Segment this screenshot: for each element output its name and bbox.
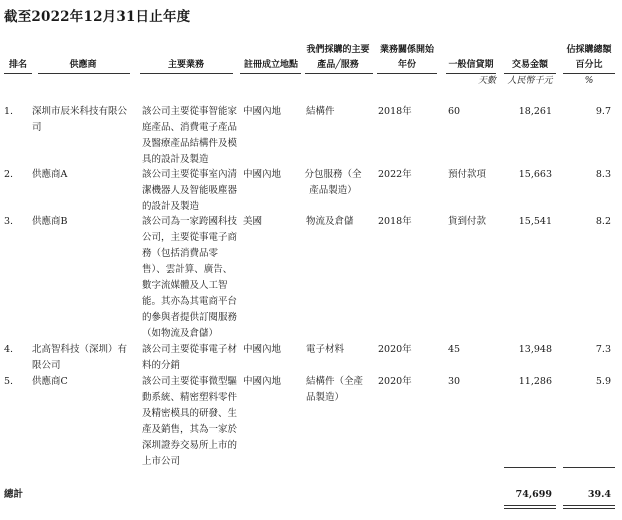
header-rule-start-year	[377, 73, 437, 74]
row-rank: 1.	[4, 106, 14, 117]
row-amount: 11,286	[518, 376, 552, 387]
header-amount: 交易金額	[511, 60, 548, 70]
row-start-year: 2018年	[378, 106, 412, 117]
row-supplier: 供應商A	[32, 169, 68, 180]
row-amount: 13,948	[518, 344, 552, 355]
row-business: 該公司主要從事室內清潔機器人及智能吸塵器的設計及製造	[142, 169, 238, 212]
row-products: 分包服務（全產品製造）	[304, 169, 362, 196]
row-supplier: 供應商C	[32, 376, 68, 387]
unit-credit-period: 天數	[477, 76, 496, 86]
row-credit-period: 45	[448, 344, 461, 355]
header-business: 主要業務	[167, 60, 204, 70]
unit-amount: 人民幣千元	[507, 76, 553, 86]
header-rule-rank	[4, 73, 32, 74]
row-rank: 5.	[4, 376, 14, 387]
row-amount: 15,541	[518, 216, 552, 227]
row-products: 電子材料	[306, 344, 345, 355]
row-credit-period: 60	[448, 106, 461, 117]
row-supplier: 供應商B	[32, 216, 68, 227]
row-location: 中國內地	[243, 169, 282, 180]
row-supplier: 深圳市辰米科技有限公司	[32, 106, 128, 133]
total-label: 總計	[4, 489, 24, 500]
header-rule-supplier	[38, 73, 130, 74]
row-credit-period: 預付款項	[448, 169, 487, 180]
unit-percentage: %	[584, 76, 594, 86]
row-business: 該公司為一家跨國科技公司，主要從事電子商務（包括消費品零售）、雲計算、廣告、數字流媒體及人工智能。其亦為其電商平台的參與者提供訂閱服務（如物流及倉儲）	[142, 216, 238, 339]
row-credit-period: 貨到付款	[448, 216, 487, 227]
header-supplier: 供應商	[69, 60, 97, 70]
header-rule-products	[305, 73, 373, 74]
row-location: 美國	[243, 216, 263, 227]
total-percentage: 39.4	[587, 489, 611, 500]
row-percentage: 7.3	[595, 344, 611, 355]
row-products: 結構件（全產品製造）	[306, 376, 364, 403]
row-start-year: 2020年	[378, 376, 412, 387]
total-bottom-rule-amount-2	[504, 508, 556, 509]
row-products: 物流及倉儲	[306, 216, 354, 227]
row-supplier: 北高智科技（深圳）有限公司	[32, 344, 128, 371]
row-rank: 2.	[4, 169, 14, 180]
row-percentage: 8.2	[595, 216, 611, 227]
row-rank: 4.	[4, 344, 14, 355]
header-rule-business	[140, 73, 233, 74]
header-percentage: 佔採購總額百分比	[566, 45, 612, 70]
table-title: 截至2022年12月31日止年度	[4, 9, 191, 25]
header-products: 我們採購的主要產品╱服務	[306, 45, 370, 70]
header-location: 註冊成立地點	[243, 60, 298, 70]
row-credit-period: 30	[448, 376, 461, 387]
header-rank: 排名	[8, 60, 27, 70]
row-location: 中國內地	[243, 376, 282, 387]
row-percentage: 5.9	[595, 376, 611, 387]
total-bottom-rule-percentage	[563, 505, 615, 506]
row-rank: 3.	[4, 216, 14, 227]
row-business: 該公司主要從事微型驅動系統、精密塑料零件及精密模具的研發、生產及銷售，其為一家於深圳證券交易所上市的上市公司	[142, 376, 238, 467]
row-products: 結構件	[306, 106, 335, 117]
row-business: 該公司主要從事智能家庭產品、消費電子產品及醫療產品結構件及模具的設計及製造	[142, 106, 238, 165]
row-start-year: 2022年	[378, 169, 412, 180]
header-rule-location	[240, 73, 301, 74]
total-amount: 74,699	[515, 489, 552, 500]
row-amount: 15,663	[518, 169, 552, 180]
row-business: 該公司主要從事電子材料的分銷	[142, 344, 238, 371]
row-percentage: 8.3	[595, 169, 611, 180]
row-percentage: 9.7	[595, 106, 611, 117]
row-start-year: 2018年	[378, 216, 412, 227]
total-top-rule-percentage	[563, 467, 615, 468]
total-bottom-rule-amount	[504, 505, 556, 506]
row-start-year: 2020年	[378, 344, 412, 355]
header-start-year: 業務關係開始年份	[379, 45, 434, 70]
row-location: 中國內地	[243, 344, 282, 355]
header-credit-period: 一般信貸期	[448, 60, 494, 70]
total-top-rule-amount	[504, 467, 556, 468]
total-bottom-rule-percentage-2	[563, 508, 615, 509]
row-location: 中國內地	[243, 106, 282, 117]
row-amount: 18,261	[518, 106, 552, 117]
